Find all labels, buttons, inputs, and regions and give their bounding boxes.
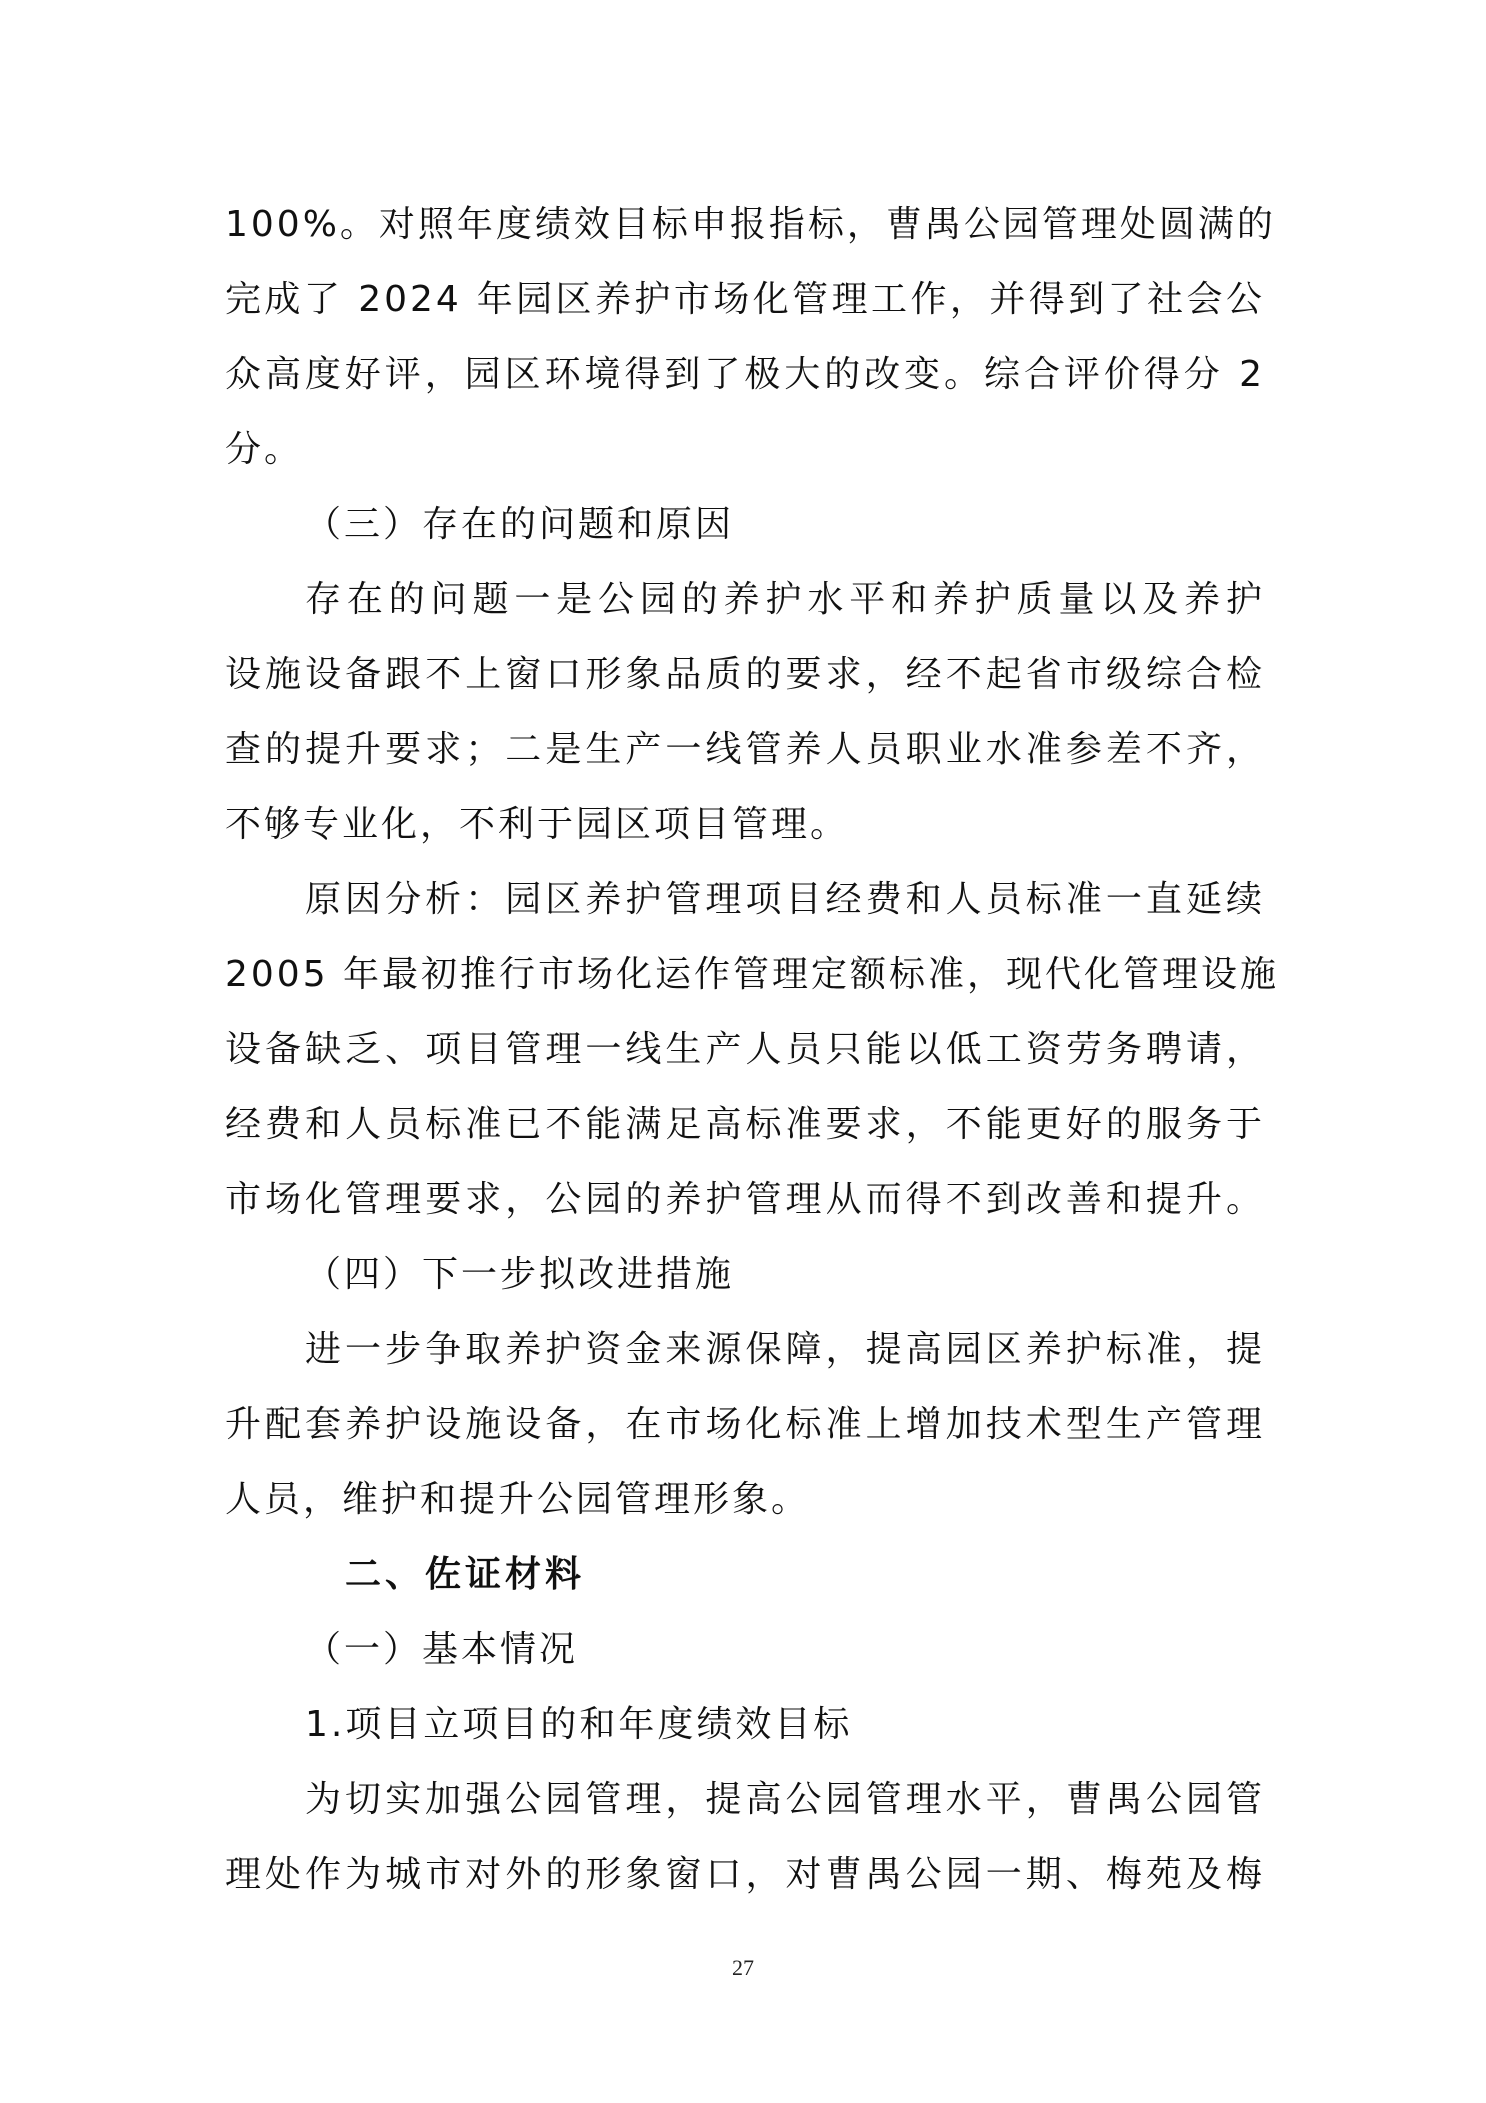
body-text-line: 100%。对照年度绩效目标申报指标，曹禺公园管理处圆满的 (225, 204, 1276, 245)
body-text-line: 人员，维护和提升公园管理形象。 (225, 1479, 811, 1520)
body-text-line: 经费和人员标准已不能满足高标准要求，不能更好的服务于 (225, 1104, 1265, 1145)
section-heading: 二、佐证材料 (345, 1554, 586, 1595)
section-subheading: （一）基本情况 (305, 1629, 579, 1670)
body-text-line: 分。 (225, 429, 304, 470)
body-text-line: 查的提升要求；二是生产一线管养人员职业水准参差不齐， (225, 729, 1265, 770)
item-heading: 1.项目立项目的和年度绩效目标 (305, 1704, 853, 1745)
body-text-line: 原因分析：园区养护管理项目经费和人员标准一直延续 (305, 879, 1265, 920)
body-text-line: 完成了 2024 年园区养护市场化管理工作，并得到了社会公 (225, 279, 1265, 320)
section-subheading: （四）下一步拟改进措施 (305, 1254, 735, 1295)
body-text-line: 市场化管理要求，公园的养护管理从而得不到改善和提升。 (225, 1179, 1265, 1220)
body-text-line: 2005 年最初推行市场化运作管理定额标准，现代化管理设施 (225, 954, 1280, 995)
body-text-line: 理处作为城市对外的形象窗口，对曹禺公园一期、梅苑及梅 (225, 1854, 1265, 1895)
body-text-line: 进一步争取养护资金来源保障，提高园区养护标准，提 (305, 1329, 1265, 1370)
body-text-line: 设备缺乏、项目管理一线生产人员只能以低工资劳务聘请， (225, 1029, 1265, 1070)
body-text-line: 存在的问题一是公园的养护水平和养护质量以及养护 (305, 579, 1265, 620)
section-subheading: （三）存在的问题和原因 (305, 504, 735, 545)
body-text-line: 为切实加强公园管理，提高公园管理水平，曹禺公园管 (305, 1779, 1265, 1820)
body-text-line: 众高度好评，园区环境得到了极大的改变。综合评价得分 2 (225, 354, 1265, 395)
body-text-line: 不够专业化，不利于园区项目管理。 (225, 804, 850, 845)
page-number: 27 (732, 1955, 754, 1980)
body-text-line: 设施设备跟不上窗口形象品质的要求，经不起省市级综合检 (225, 654, 1265, 695)
body-text-line: 升配套养护设施设备，在市场化标准上增加技术型生产管理 (225, 1404, 1265, 1445)
